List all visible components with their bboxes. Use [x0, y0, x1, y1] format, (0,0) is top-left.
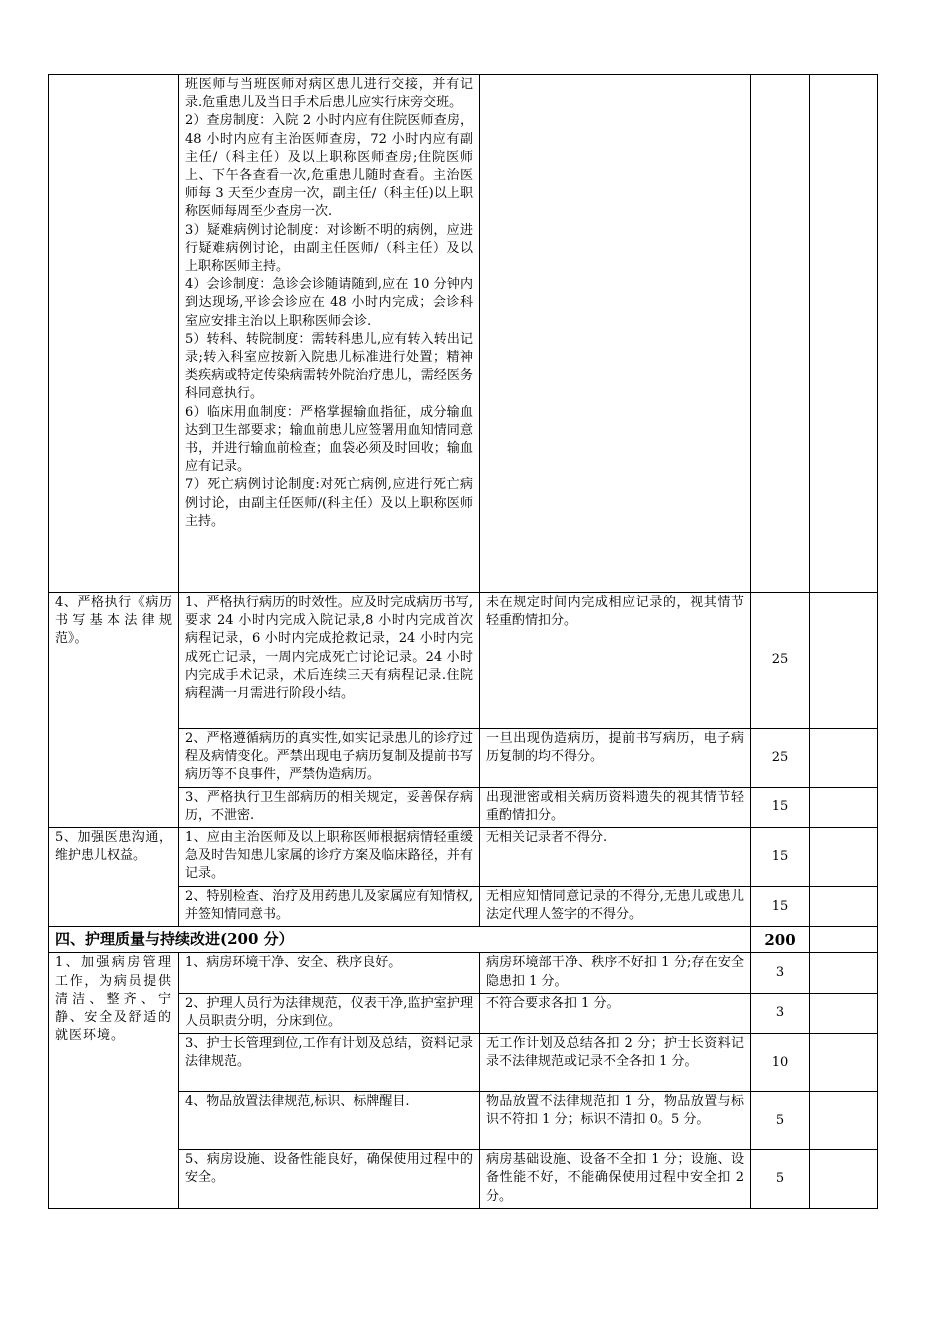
standard-paragraph: 3）疑难病例讨论制度：对诊断不明的病例，应进行疑难病例讨论，由副主任医师/（科主任）及以上职称医师主持。: [185, 222, 473, 275]
score-cell: 5: [751, 1092, 810, 1150]
table-row: [49, 953, 878, 993]
standard-paragraph: 2）查房制度：入院 2 小时内应有住院医师查房，48 小时内应有主治医师查房，72 小时内应有副主任/（科主任）及以上职称医师查房;住院医师上、下午各查看一次,危重患儿随时查看。主治医师每 3 天至少查房一次，副主任/（科主任)以上职称医师每周至少查房一次.: [185, 113, 473, 220]
standard-cell: 2、特别检查、治疗及用药患儿及家属应有知情权,并签知情同意书。: [179, 887, 480, 927]
continued-row: [49, 75, 878, 593]
actual-score-cell: [810, 729, 878, 788]
actual-score-cell: [810, 787, 878, 827]
deduction-cell: 病房环境部干净、秩序不好扣 1 分;存在安全隐患扣 1 分。: [480, 953, 751, 993]
actual-score-cell: [810, 887, 878, 927]
deduction-cell: 一旦出现伪造病历，提前书写病历，电子病历复制的均不得分。: [480, 729, 751, 788]
score-cell: 15: [751, 787, 810, 827]
standard-cell: 2、护理人员行为法律规范，仪表干净,监护室护理人员职责分明，分床到位。: [179, 993, 480, 1033]
section-header-row: [49, 927, 878, 953]
deduction-cell: 无相应知情同意记录的不得分,无患儿或患儿法定代理人签字的不得分。: [480, 887, 751, 927]
category-cell: 4、严格执行《病历书写基本法律规范》。: [49, 593, 179, 828]
score-cell: 3: [751, 993, 810, 1033]
score-cell: 10: [751, 1034, 810, 1092]
category-cell: 5、加强医患沟通，维护患儿权益。: [49, 828, 179, 927]
section-title: 四、护理质量与持续改进(200 分）: [49, 927, 751, 953]
score-cell: 3: [751, 953, 810, 993]
standard-paragraph: 6）临床用血制度：严格掌握输血指征，成分输血达到卫生部要求；输血前患儿应签署用血知情同意书，并进行输血前检查；血袋必须及时回收；输血应有记录。: [185, 404, 473, 475]
standard-cell: 1、病房环境干净、安全、秩序良好。: [179, 953, 480, 993]
actual-score-cell: [810, 1034, 878, 1092]
standard-paragraph: 7）死亡病例讨论制度:对死亡病例,应进行死亡病例讨论，由副主任医师/(科主任）及以上职称医师主持。: [185, 477, 473, 529]
actual-score-cell: [810, 927, 878, 953]
standard-cell: 3、严格执行卫生部病历的相关规定，妥善保存病历，不泄密.: [179, 787, 480, 827]
score-cell: 15: [751, 828, 810, 887]
actual-score-cell: [810, 828, 878, 887]
actual-score-cell: [810, 953, 878, 993]
deduction-cell: 物品放置不法律规范扣 1 分，物品放置与标识不符扣 1 分；标识不清扣 0。5 分。: [480, 1092, 751, 1150]
assessment-table: [48, 74, 878, 1209]
score-cell: [751, 75, 810, 593]
deduction-cell: 出现泄密或相关病历资料遗失的视其情节轻重酌情扣分。: [480, 787, 751, 827]
actual-score-cell: [810, 993, 878, 1033]
standard-cell: 3、护士长管理到位,工作有计划及总结，资料记录法律规范。: [179, 1034, 480, 1092]
category-cell: [49, 75, 179, 593]
standard-cell: 4、物品放置法律规范,标识、标牌醒目.: [179, 1092, 480, 1150]
deduction-cell: 不符合要求各扣 1 分。: [480, 993, 751, 1033]
category-cell: 1、加强病房管理工作，为病员提供清洁、整齐、宁静、安全及舒适的就医环境。: [49, 953, 179, 1208]
score-cell: 25: [751, 593, 810, 729]
standard-paragraph: 班医师与当班医师对病区患儿进行交接，并有记录.危重患儿及当日手术后患儿应实行床旁交班。: [185, 77, 473, 111]
deduction-cell: [480, 75, 751, 593]
deduction-cell: 无工作计划及总结各扣 2 分；护士长资料记录不法律规范或记录不全各扣 1 分。: [480, 1034, 751, 1092]
section-total: 200: [751, 927, 810, 953]
standard-paragraph: 5）转科、转院制度：需转科患儿,应有转入转出记录;转入科室应按新入院患儿标准进行处置；精神类疾病或特定传染病需转外院治疗患儿，需经医务科同意执行。: [185, 331, 473, 402]
deduction-cell: 病房基础设施、设备不全扣 1 分；设施、设备性能不好，不能确保使用过程中安全扣 2 分。: [480, 1150, 751, 1209]
actual-score-cell: [810, 1092, 878, 1150]
standard-cell: 5、病房设施、设备性能良好，确保使用过程中的安全。: [179, 1150, 480, 1209]
standard-cell: [179, 75, 480, 593]
table-row: [49, 593, 878, 729]
standard-cell: 1、严格执行病历的时效性。应及时完成病历书写,要求 24 小时内完成入院记录,8 小时内完成首次病程记录，6 小时内完成抢救记录，24 小时内完成死亡记录，一周内完成死亡讨论记录。24 小时内完成手术记录，术后连续三天有病程记录.住院病程满一月需进行阶段小结。: [179, 593, 480, 729]
standard-cell: 2、严格遵循病历的真实性,如实记录患儿的诊疗过程及病情变化。严禁出现电子病历复制及提前书写病历等不良事件，严禁伪造病历。: [179, 729, 480, 788]
deduction-cell: 无相关记录者不得分.: [480, 828, 751, 887]
score-cell: 5: [751, 1150, 810, 1209]
table-row: [49, 828, 878, 887]
score-cell: 15: [751, 887, 810, 927]
deduction-cell: 未在规定时间内完成相应记录的，视其情节轻重酌情扣分。: [480, 593, 751, 729]
actual-score-cell: [810, 1150, 878, 1209]
actual-score-cell: [810, 593, 878, 729]
standard-paragraph: 4）会诊制度：急诊会诊随请随到,应在 10 分钟内到达现场,平诊会诊应在 48 小时内完成；会诊科室应安排主治以上职称医师会诊.: [185, 277, 473, 329]
score-cell: 25: [751, 729, 810, 788]
actual-score-cell: [810, 75, 878, 593]
standard-cell: 1、应由主治医师及以上职称医师根据病情轻重缓急及时告知患儿家属的诊疗方案及临床路径，并有记录。: [179, 828, 480, 887]
